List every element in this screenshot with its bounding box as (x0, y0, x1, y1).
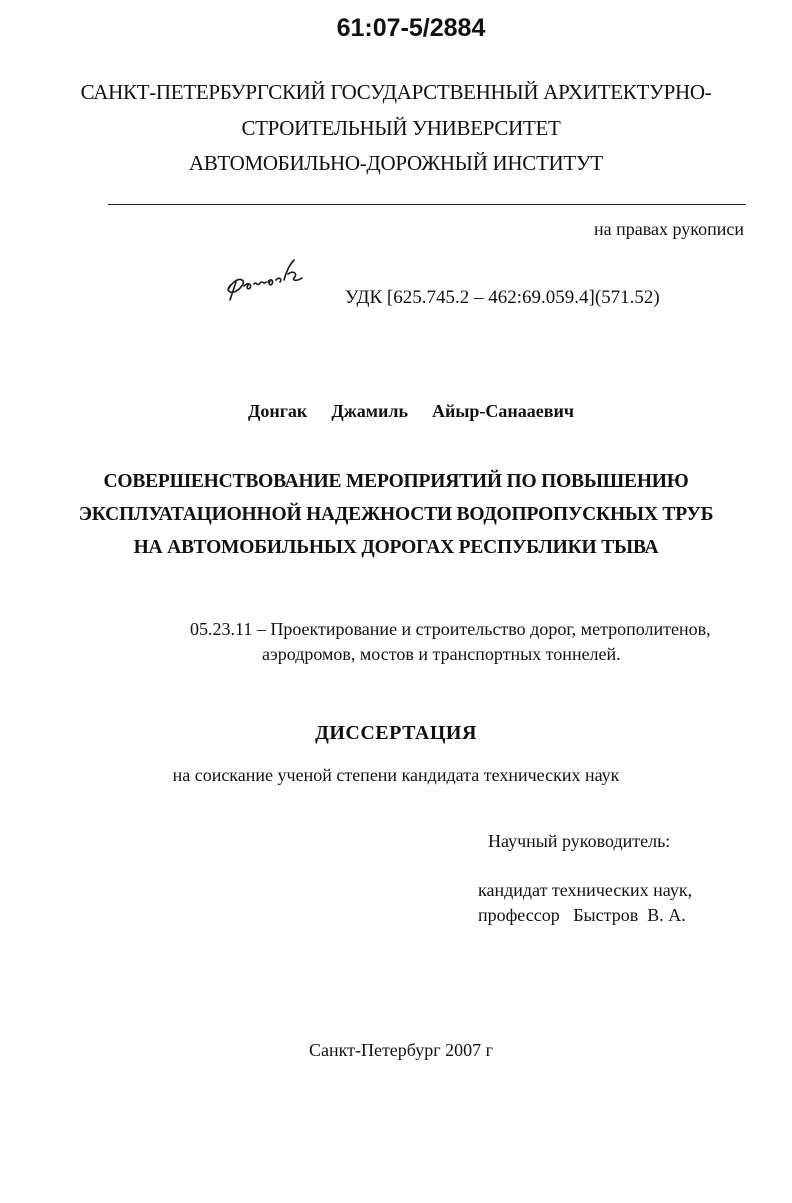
archive-stamp-number: 61:07-5/2884 (336, 14, 486, 42)
author-patronymic: Айыр-Санааевич (432, 401, 575, 421)
specialty-line-2: аэродромов, мостов и транспортных тоннелей. (262, 644, 621, 664)
specialty (190, 617, 711, 667)
institution-line-1: САНКТ-ПЕТЕРБУРГСКИЙ ГОСУДАРСТВЕННЫЙ АРХИТЕКТУРНО- (80, 80, 712, 104)
city-year: Санкт-Петербург 2007 г (308, 1040, 494, 1060)
author-first-name: Джамиль (331, 401, 408, 421)
dissertation-title (0, 465, 792, 564)
manuscript-note: на правах рукописи (594, 219, 744, 239)
specialty-line-1: 05.23.11 – Проектирование и строительство дорог, метрополитенов, (190, 619, 711, 639)
document-type: ДИССЕРТАЦИЯ (315, 722, 477, 744)
supervisor (478, 878, 692, 928)
supervisor-line-2: профессор Быстров В. А. (478, 905, 686, 925)
title-line-1: СОВЕРШЕНСТВОВАНИЕ МЕРОПРИЯТИЙ ПО ПОВЫШЕНИЮ (103, 471, 689, 492)
title-line-3: НА АВТОМОБИЛЬНЫХ ДОРОГАХ РЕСПУБЛИКИ ТЫВА (133, 537, 659, 558)
supervisor-line-1: кандидат технических наук, (478, 880, 693, 900)
title-line-2: ЭКСПЛУАТАЦИОННОЙ НАДЕЖНОСТИ ВОДОПРОПУСКНЫХ ТРУБ (78, 504, 714, 525)
udc-code: УДК [625.745.2 – 462:69.059.4](571.52) (345, 287, 660, 308)
supervisor-label: Научный руководитель: (488, 831, 671, 851)
handwritten-signature (222, 254, 322, 306)
header-divider (108, 204, 746, 205)
institution-line-2: СТРОИТЕЛЬНЫЙ УНИВЕРСИТЕТ (241, 116, 561, 140)
author-name (248, 401, 574, 422)
degree-statement: на соискание ученой степени кандидата технических наук (172, 765, 620, 785)
author-surname: Донгак (248, 401, 308, 421)
institution-line-3: АВТОМОБИЛЬНО-ДОРОЖНЫЙ ИНСТИТУТ (189, 151, 603, 175)
